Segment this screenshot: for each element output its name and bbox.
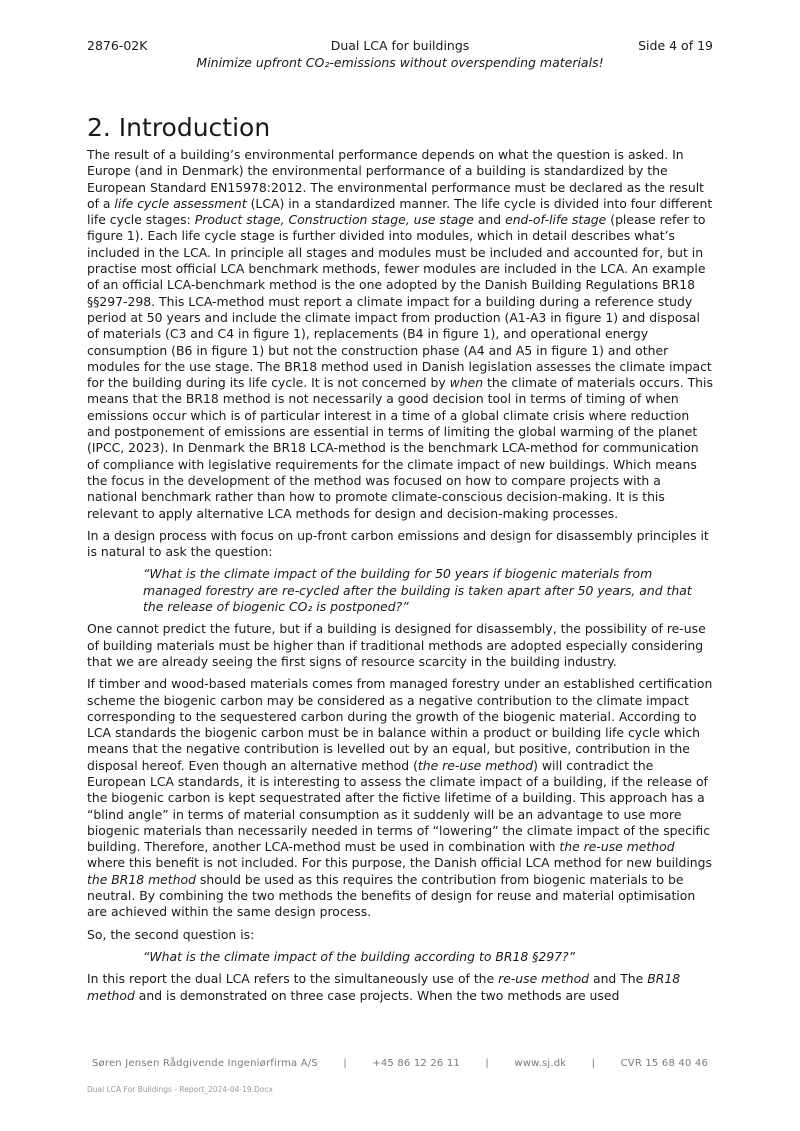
doc-number: 2876-02K — [87, 38, 148, 53]
paragraph-second-question: So, the second question is: — [87, 926, 255, 942]
document-filename: Dual LCA For Buildings - Report_2024-04-19.Docx — [87, 1085, 273, 1094]
page-footer: Søren Jensen Rådgivende Ingeniørfirma A/S | +45 86 12 26 11 | www.sj.dk | CVR 15 68 40 46 — [91, 1058, 709, 1069]
paragraph-biogenic: If timber and wood-based materials comes from managed forestry under an established certification scheme the biogenic carbon may be considered as a negative contribution to the climate impact corresponding to the sequestered carbon during the growth of the biogenic material. According to LCA standards the biogenic carbon must be in balance within a product or building life cycle which means that the negative contribution is levelled out by an equal, but positive, contribution in the disposal hereof. Even though an alternative method (the re-use method) will contradict the European LCA standards, it is interesting to assess the climate impact of a building, if the release of the biogenic carbon is kept sequestrated after the fictive lifetime of a building. This approach has a “blind angle” in terms of material consumption as it suddenly will be an advantage to use more biogenic materials than necessarily needed in terms of “lowering” the climate impact of the specific building. Therefore, another LCA-method must be used in combination with the re-use method where this benefit is not included. For this purpose, the Danish official LCA method for new buildings the BR18 method should be used as this requires the contribution from biogenic materials to be neutral. By combining the two methods the benefits of design for reuse and material optimisation are achieved within the same design process. — [87, 676, 713, 920]
term-when: when — [449, 375, 484, 391]
doc-title: Dual LCA for buildings — [330, 38, 470, 53]
paragraph-dual-lca: In this report the dual LCA refers to the simultaneously use of the re-use method and The BR18 method and is demonstrated on three case projects. When the two methods are used — [87, 971, 681, 1003]
paragraph-intro: The result of a building’s environmental performance depends on what the question is asked. In Europe (and in Denmark) the environmental performance of a building is standardized by the European Standard EN15978:2012. The environmental performance must be declared as the result of a life cycle assessment (LCA) in a standardized manner. The life cycle is divided into four different life cycle stages: Product stage, Construction stage, use stage and end-of-life stage (please refer to figure 1). Each life cycle stage is further divided into modules, which in detail describes what’s included in the LCA. In principle all stages and modules must be included and accounted for, but in practise most official LCA benchmark methods, fewer modules are included in the LCA. An example of an official LCA-benchmark method is the one adopted by the Danish Building Regulations BR18 §§297-298. This LCA-method must report a climate impact for a building during a reference study period at 50 years and include the climate impact from production (A1-A3 in figure 1) and disposal of materials (C3 and C4 in figure 1), replacements (B4 in figure 1), and operational energy consumption (B6 in figure 1) but not the construction phase (A4 and A5 in figure 1) and other modules for the use stage. The BR18 method used in Danish legislation assesses the climate impact for the building during its life cycle. It is not concerned by when the climate of materials occurs. This means that the BR18 method is not necessarily a good decision tool in terms of timing of when emissions occur which is of particular interest in a time of a global climate crisis where reduction and postponement of emissions are essential in terms of limiting the global warming of the planet (IPCC, 2023). In Denmark the BR18 LCA-method is the benchmark LCA-method for communication of compliance with legislative requirements for the climate impact of new buildings. Which means the focus in the development of the method was focused on how to compare projects with a national benchmark rather than how to promote climate-conscious decision-making. It is this relevant to apply alternative LCA methods for design and decision-making processes. — [87, 147, 713, 521]
section-title: 2. Introduction — [87, 113, 271, 142]
question-quote-2: “What is the climate impact of the building according to BR18 §297?” — [143, 948, 575, 964]
footer-cvr: CVR 15 68 40 46 — [620, 1058, 709, 1069]
paragraph-reuse: One cannot predict the future, but if a building is designed for disassembly, the possibility of re-use of building materials must be higher than if traditional methods are adopted especially considering that we are already seeing the first signs of resource scarcity in the building industry. — [87, 621, 706, 669]
term-stages: Product stage, Construction stage, use stage — [194, 212, 474, 228]
doc-subtitle: Minimize upfront CO₂-emissions without overspending materials! — [196, 55, 604, 70]
footer-phone: +45 86 12 26 11 — [372, 1058, 460, 1069]
question-quote-1: “What is the climate impact of the building for 50 years if biogenic materials from managed forestry are re-cycled after the building is taken apart after 50 years, and that the release of biogenic CO₂ is postponed?” — [143, 566, 692, 615]
paragraph-design-process: In a design process with focus on up-front carbon emissions and design for disassembly principles it is natural to ask the question: — [87, 527, 709, 560]
term-eol: end-of-life stage — [505, 212, 607, 228]
body-text — [87, 147, 713, 1010]
footer-website[interactable]: www.sj.dk — [514, 1058, 567, 1069]
footer-company: Søren Jensen Rådgivende Ingeniørfirma A/S — [91, 1058, 318, 1069]
term-lca: life cycle assessment — [114, 195, 247, 211]
page-number: Side 4 of 19 — [638, 38, 713, 53]
